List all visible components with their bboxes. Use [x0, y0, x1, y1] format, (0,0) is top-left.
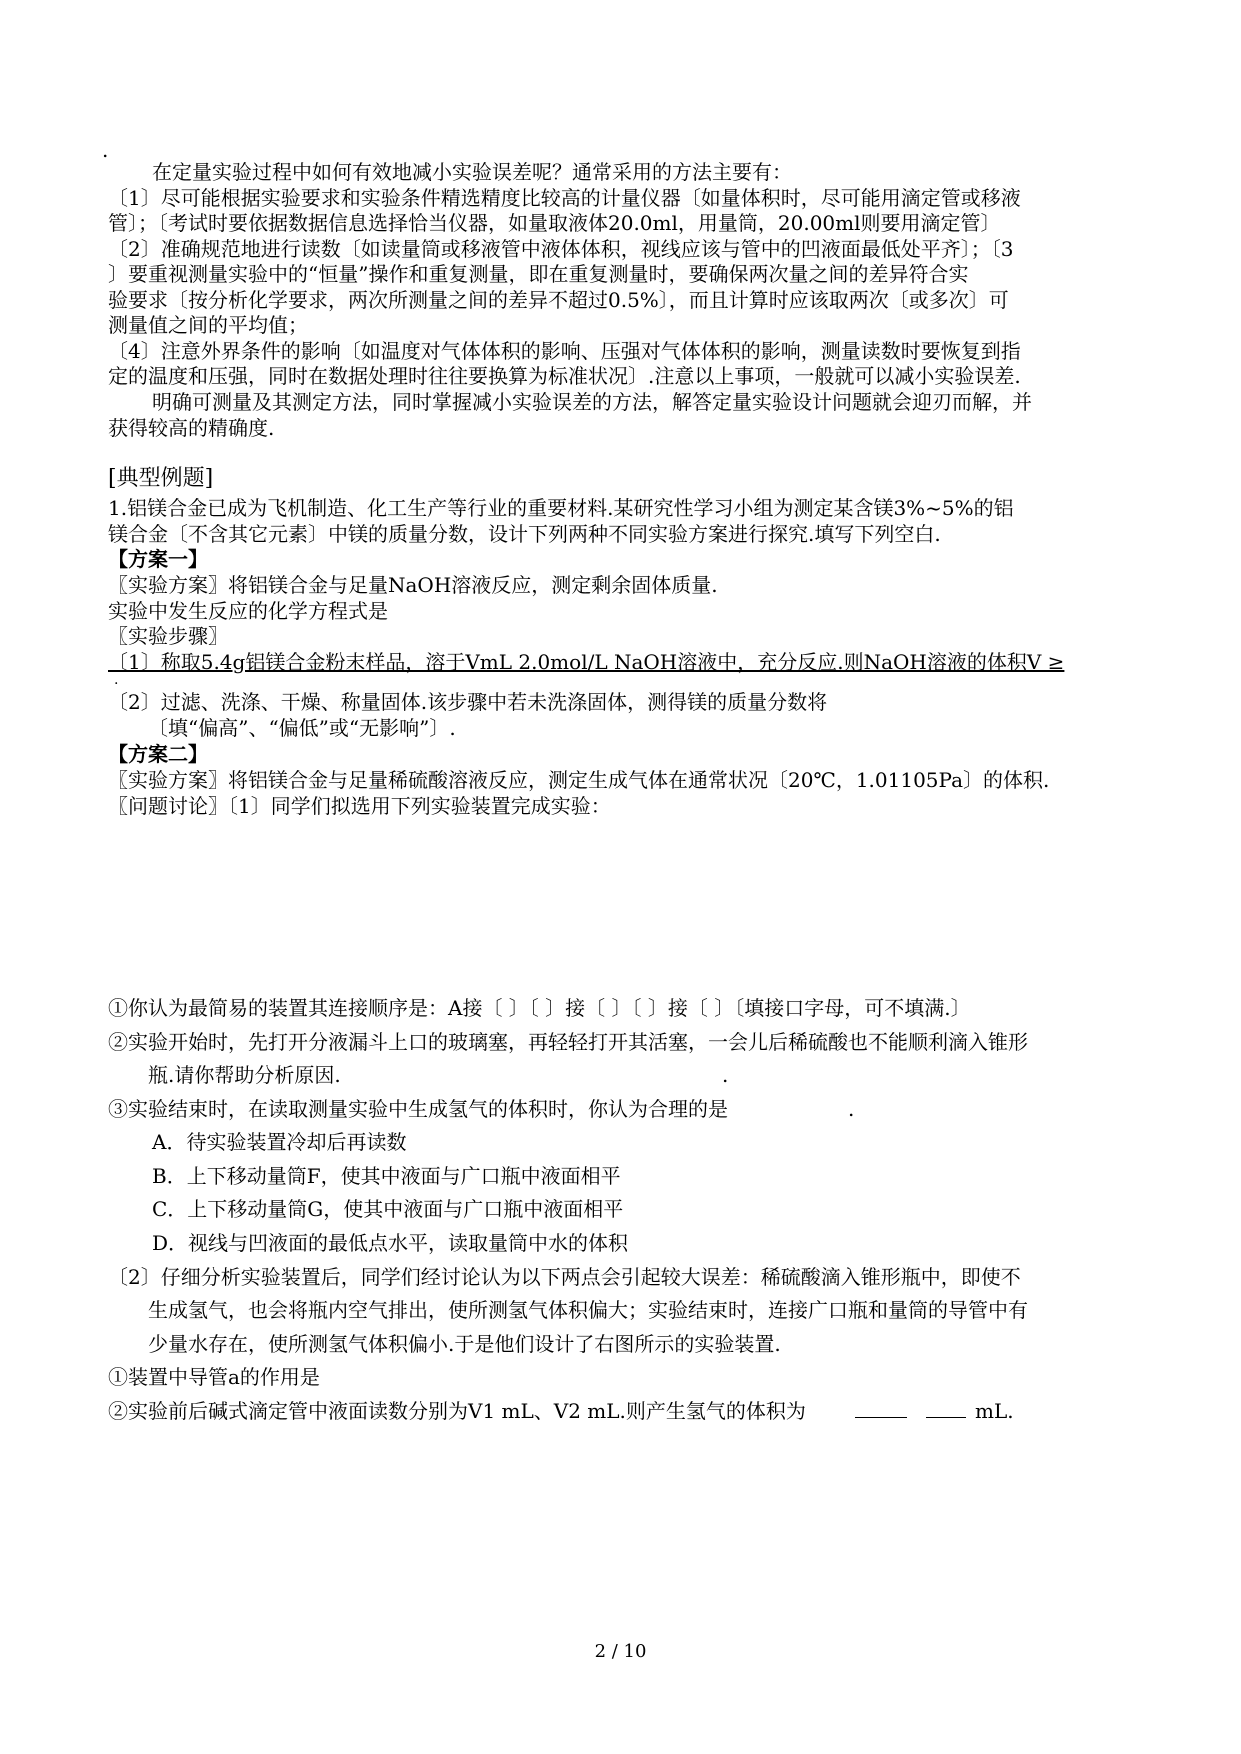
intro-line: 管〕；〔考试时要依据数据信息选择恰当仪器，如量取液体20.0ml，用量筒，20.00ml则要用滴定管〕	[108, 211, 1001, 235]
plan-one-step-1: 〔1〕称取5.4g铝镁合金粉末样品，溶于VmL 2.0mol/L NaOH溶液中，充分反应.则NaOH溶液的体积V ≥	[108, 650, 1065, 674]
plan-two-scheme: 〖实验方案〗将铝镁合金与足量稀硫酸溶液反应，测定生成气体在通常状况〔20℃，1.01105Pa〕的体积.	[108, 768, 1050, 792]
plan-two-title: 【方案二】	[108, 742, 208, 766]
problem-line: 镁合金〔不含其它元素〕中镁的质量分数，设计下列两种不同实验方案进行探究.填写下列空白.	[108, 522, 941, 546]
intro-line: 获得较高的精确度.	[108, 416, 275, 440]
part-2-question-2: ②实验前后碱式滴定管中液面读数分别为V1 mL、V2 mL.则产生氢气的体积为	[108, 1399, 806, 1423]
intro-line: 在定量实验过程中如何有效地减小实验误差呢？通常采用的方法主要有：	[152, 160, 792, 184]
plan-one-steps-title: 〖实验步骤〗	[108, 624, 228, 648]
option-a: A．待实验装置冷却后再读数	[152, 1130, 407, 1154]
option-d: D．视线与凹液面的最低点水平，读取量筒中水的体积	[152, 1231, 629, 1255]
question-3: ③实验结束时，在读取测量实验中生成氢气的体积时，你认为合理的是	[108, 1097, 728, 1121]
problem-line: 1.铝镁合金已成为飞机制造、化工生产等行业的重要材料.某研究性学习小组为测定某含镁3%~5%的铝	[108, 496, 1014, 520]
option-b: B．上下移动量筒F，使其中液面与广口瓶中液面相平	[152, 1164, 621, 1188]
question-2-end: .	[722, 1063, 729, 1087]
plan-one-scheme: 〖实验方案〗将铝镁合金与足量NaOH溶液反应，测定剩余固体质量.	[108, 573, 718, 597]
intro-line: 〔1〕尽可能根据实验要求和实验条件精选精度比较高的计量仪器〔如量体积时，尽可能用滴定管或移液	[108, 186, 1021, 210]
intro-line: 〕要重视测量实验中的“恒量”操作和重复测量，即在重复测量时，要确保两次量之间的差异符合实	[108, 262, 969, 286]
stray-dot: .	[102, 138, 109, 162]
page-number: 2 / 10	[594, 1641, 647, 1662]
plan-one-step-1-end: .	[114, 672, 119, 688]
plan-two-discussion: 〖问题讨论〗〔1〕同学们拟选用下列实验装置完成实验：	[108, 794, 611, 818]
plan-one-equation: 实验中发生反应的化学方程式是	[108, 599, 388, 623]
part-2-question-1: ①装置中导管a的作用是	[108, 1365, 320, 1389]
part-2-line: 〔2〕仔细分析实验装置后，同学们经讨论认为以下两点会引起较大误差：稀硫酸滴入锥形瓶中，即使不	[108, 1265, 1021, 1289]
answer-blank-2	[926, 1399, 966, 1423]
question-3-end: .	[848, 1097, 855, 1121]
intro-line: 验要求〔按分析化学要求，两次所测量之间的差异不超过0.5%〕，而且计算时应该取两次〔或多次〕可	[108, 288, 1009, 312]
part-2-line: 少量水存在，使所测氢气体积偏小.于是他们设计了右图所示的实验装置.	[148, 1332, 781, 1356]
question-2-cont: 瓶.请你帮助分析原因.	[148, 1063, 341, 1087]
question-1: ①你认为最简易的装置其连接顺序是：A接〔 〕〔 〕接〔 〕〔 〕接〔 〕〔填接口字母，可不填满.〕	[108, 996, 971, 1020]
plan-one-title: 【方案一】	[108, 547, 208, 571]
part-2-question-2-unit: mL.	[975, 1399, 1014, 1423]
intro-line: 测量值之间的平均值；	[108, 313, 308, 337]
option-c: C．上下移动量筒G，使其中液面与广口瓶中液面相平	[152, 1197, 624, 1221]
plan-one-step-2: 〔2〕过滤、洗涤、干燥、称量固体.该步骤中若未洗涤固体，测得镁的质量分数将	[108, 690, 828, 714]
part-2-line: 生成氢气，也会将瓶内空气排出，使所测氢气体积偏大；实验结束时，连接广口瓶和量筒的导管中有	[148, 1298, 1028, 1322]
intro-line: 明确可测量及其测定方法，同时掌握减小实验误差的方法，解答定量实验设计问题就会迎刃而解，并	[152, 390, 1032, 414]
section-title: [典型例题]	[108, 466, 214, 491]
plan-one-step-2-cont: 〔填“偏高”、“偏低”或“无影响”〕.	[148, 716, 456, 740]
intro-line: 〔4〕注意外界条件的影响〔如温度对气体体积的影响、压强对气体体积的影响，测量读数时要恢复到指	[108, 339, 1021, 363]
intro-line: 定的温度和压强，同时在数据处理时往往要换算为标准状况〕.注意以上事项，一般就可以减小实验误差.	[108, 364, 1021, 388]
intro-line: 〔2〕准确规范地进行读数〔如读量筒或移液管中液体体积，视线应该与管中的凹液面最低处平齐〕；〔3	[108, 237, 1014, 261]
answer-blank-1	[855, 1399, 907, 1423]
question-2: ②实验开始时，先打开分液漏斗上口的玻璃塞，再轻轻打开其活塞，一会儿后稀硫酸也不能顺利滴入锥形	[108, 1030, 1028, 1054]
